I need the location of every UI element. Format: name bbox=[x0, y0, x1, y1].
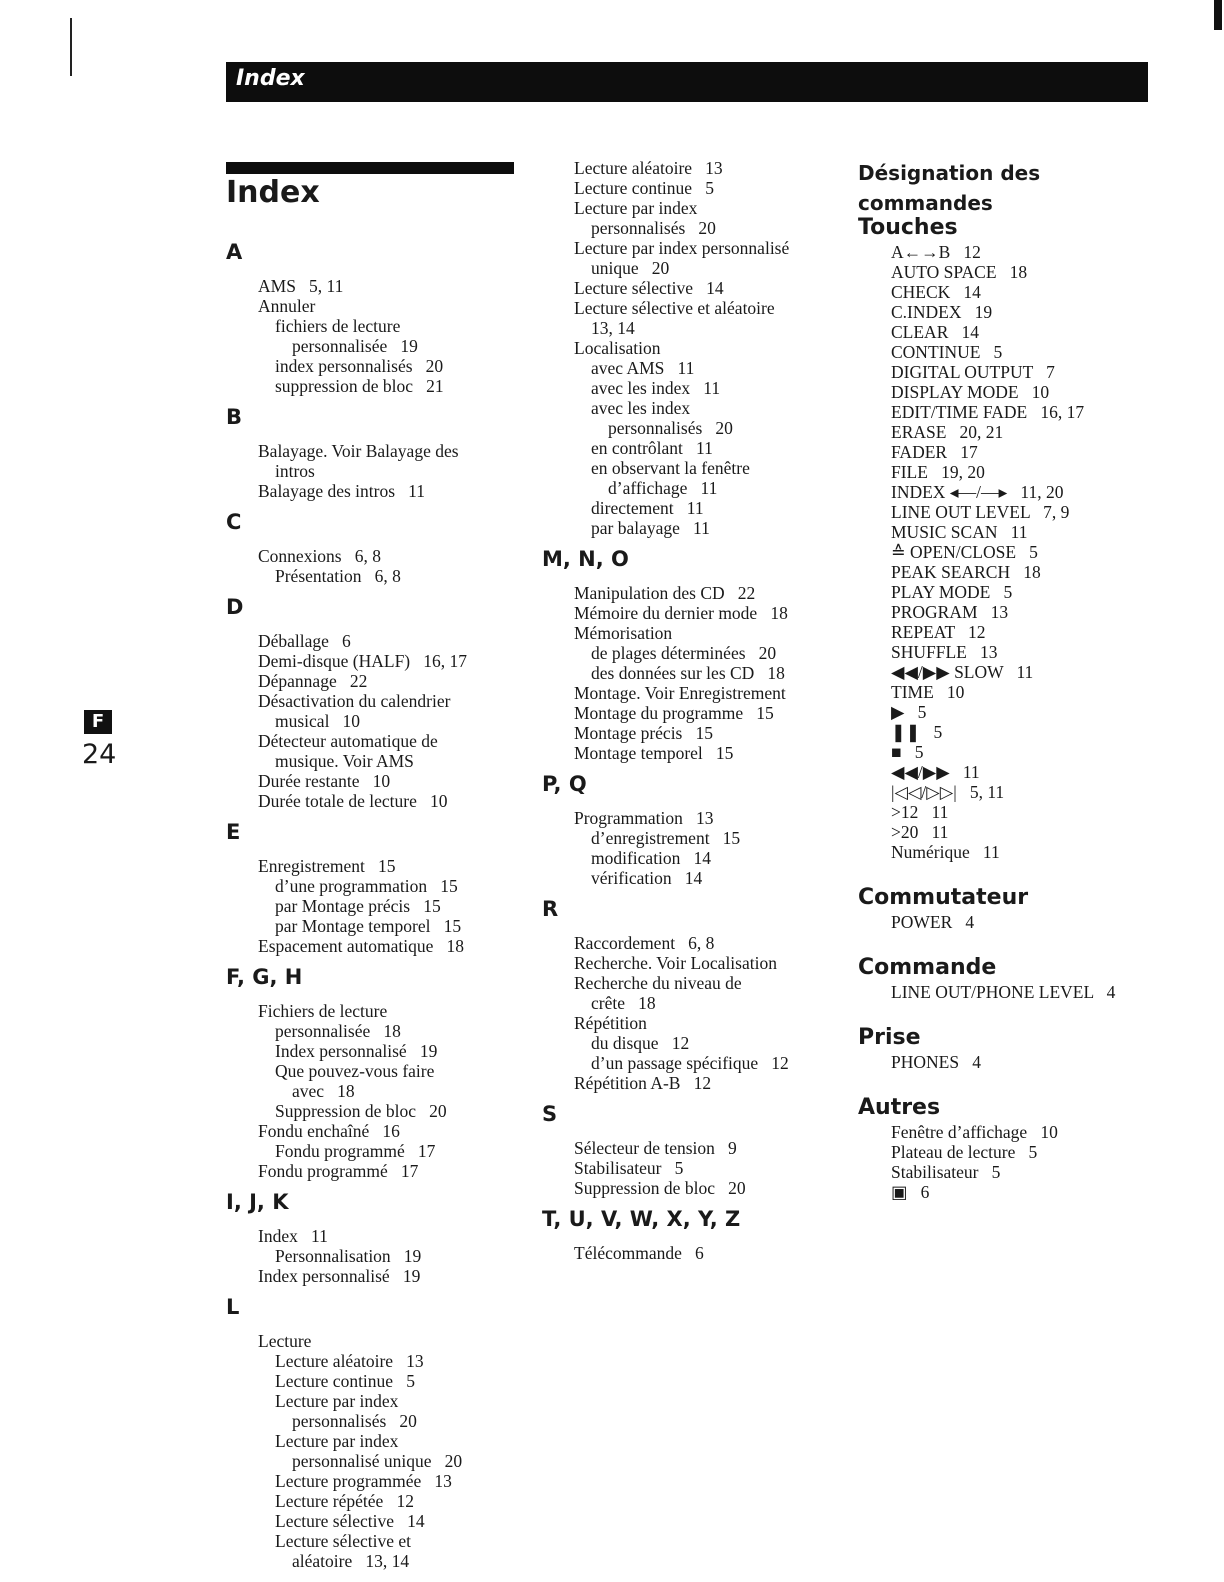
index-group bbox=[226, 238, 536, 396]
index-entry: crête 18 bbox=[591, 993, 656, 1013]
controls-entry: FILE 19, 20 bbox=[891, 462, 985, 482]
controls-entry: REPEAT 12 bbox=[891, 622, 986, 642]
index-entry: Fichiers de lecture bbox=[258, 1001, 388, 1021]
index-entry: avec 18 bbox=[292, 1081, 355, 1101]
header-title: Index bbox=[236, 66, 305, 91]
index-entry: en observant la fenêtre bbox=[591, 458, 750, 478]
controls-entry: A←→B 12 bbox=[891, 242, 981, 262]
index-entry: Fondu programmé 17 bbox=[258, 1161, 419, 1181]
index-entry: d’une programmation 15 bbox=[275, 876, 458, 896]
index-entry: personnalisée 19 bbox=[292, 336, 418, 356]
index-entry: Index personnalisé 19 bbox=[258, 1266, 421, 1286]
index-entry: Lecture aléatoire 13 bbox=[574, 158, 723, 178]
index-entry: par Montage temporel 15 bbox=[275, 916, 462, 936]
controls-entry: SHUFFLE 13 bbox=[891, 642, 998, 662]
controls-entry: >20 11 bbox=[891, 822, 949, 842]
index-entry: par Montage précis 15 bbox=[275, 896, 441, 916]
controls-entry: Stabilisateur 5 bbox=[891, 1162, 1001, 1182]
index-entry: d’un passage spécifique 12 bbox=[591, 1053, 789, 1073]
index-entry: Fondu enchaîné 16 bbox=[258, 1121, 400, 1141]
index-group bbox=[226, 508, 536, 586]
index-entry: Montage. Voir Enregistrement bbox=[574, 683, 786, 703]
index-entry: intros bbox=[275, 461, 315, 481]
header-bar bbox=[226, 62, 1148, 102]
index-entry: Index 11 bbox=[258, 1226, 328, 1246]
index-entry: personnalisés 20 bbox=[608, 418, 733, 438]
index-entry: Mémorisation bbox=[574, 623, 673, 643]
index-entry: index personnalisés 20 bbox=[275, 356, 444, 376]
index-letter-heading: F, G, H bbox=[226, 965, 303, 989]
index-group bbox=[226, 818, 536, 956]
controls-entry: ❚❚ 5 bbox=[891, 722, 943, 742]
controls-entry: ≙ OPEN/CLOSE 5 bbox=[891, 542, 1038, 562]
page-number: 24 bbox=[82, 739, 117, 770]
index-entry: Montage du programme 15 bbox=[574, 703, 774, 723]
controls-heading: Désignation des commandes bbox=[858, 161, 1041, 215]
index-entry: Répétition bbox=[574, 1013, 647, 1033]
index-letter-heading: M, N, O bbox=[542, 547, 629, 571]
index-entry: vérification 14 bbox=[591, 868, 703, 888]
controls-entry: FADER 17 bbox=[891, 442, 978, 462]
index-entry: Lecture par index bbox=[275, 1391, 399, 1411]
index-entry: Lecture continue 5 bbox=[574, 178, 714, 198]
controls-entry: AUTO SPACE 18 bbox=[891, 262, 1028, 282]
edge-mark bbox=[1214, 0, 1222, 30]
controls-entry: DISPLAY MODE 10 bbox=[891, 382, 1050, 402]
index-entry: musical 10 bbox=[275, 711, 361, 731]
index-group bbox=[542, 1205, 842, 1263]
margin-rule bbox=[70, 18, 72, 76]
index-entry: des données sur les CD 18 bbox=[591, 663, 785, 683]
index-entry: Lecture par index bbox=[574, 198, 698, 218]
index-entry: personnalisés 20 bbox=[591, 218, 716, 238]
index-letter-heading: P, Q bbox=[542, 772, 587, 796]
controls-entry: CHECK 14 bbox=[891, 282, 981, 302]
controls-entry: TIME 10 bbox=[891, 682, 965, 702]
controls-category-heading: Autres bbox=[858, 1095, 941, 1120]
controls-entry: LINE OUT LEVEL 7, 9 bbox=[891, 502, 1070, 522]
index-entry: Lecture aléatoire 13 bbox=[275, 1351, 424, 1371]
index-entry: Suppression de bloc 20 bbox=[275, 1101, 447, 1121]
index-entry: Que pouvez-vous faire bbox=[275, 1061, 435, 1081]
index-entry: Enregistrement 15 bbox=[258, 856, 396, 876]
index-group bbox=[542, 1100, 842, 1198]
controls-entry: DIGITAL OUTPUT 7 bbox=[891, 362, 1055, 382]
index-letter-heading: S bbox=[542, 1102, 558, 1126]
controls-entry: LINE OUT/PHONE LEVEL 4 bbox=[891, 982, 1116, 1002]
controls-entry: INDEX ◂—/—▸ 11, 20 bbox=[891, 482, 1064, 502]
controls-entry: ▶ 5 bbox=[891, 702, 927, 722]
index-entry: aléatoire 13, 14 bbox=[292, 1551, 410, 1571]
controls-column bbox=[858, 158, 1158, 1202]
controls-category-heading: Commutateur bbox=[858, 885, 1029, 910]
index-entry: Répétition A-B 12 bbox=[574, 1073, 712, 1093]
index-letter-heading: C bbox=[226, 510, 242, 534]
index-entry: Lecture répétée 12 bbox=[275, 1491, 414, 1511]
index-entry: personnalisés 20 bbox=[292, 1411, 417, 1431]
index-entry: unique 20 bbox=[591, 258, 670, 278]
index-entry: avec les index bbox=[591, 398, 691, 418]
index-entry: directement 11 bbox=[591, 498, 704, 518]
index-entry: avec AMS 11 bbox=[591, 358, 695, 378]
controls-category-heading: Commande bbox=[858, 955, 997, 980]
index-entry: personnalisé unique 20 bbox=[292, 1451, 463, 1471]
index-entry: Montage précis 15 bbox=[574, 723, 713, 743]
index-letter-heading: L bbox=[226, 1295, 240, 1319]
index-entry: Lecture sélective et bbox=[275, 1531, 412, 1551]
index-entry: Lecture continue 5 bbox=[275, 1371, 415, 1391]
index-group bbox=[542, 545, 842, 763]
index-entry: de plages déterminées 20 bbox=[591, 643, 777, 663]
index-letter-heading: I, J, K bbox=[226, 1190, 289, 1214]
index-letter-heading: B bbox=[226, 405, 243, 429]
index-entry: Balayage des intros 11 bbox=[258, 481, 426, 501]
section-rule bbox=[226, 162, 514, 174]
controls-entry: CONTINUE 5 bbox=[891, 342, 1003, 362]
controls-entry: POWER 4 bbox=[891, 912, 975, 932]
index-group bbox=[542, 895, 842, 1093]
index-letter-heading: A bbox=[226, 240, 243, 264]
index-entry: Balayage. Voir Balayage des bbox=[258, 441, 459, 461]
controls-category-heading: Touches bbox=[858, 215, 958, 240]
index-column-1 bbox=[226, 238, 536, 1571]
controls-entry: Plateau de lecture 5 bbox=[891, 1142, 1038, 1162]
index-entry: Lecture par index personnalisé bbox=[574, 238, 790, 258]
index-entry: AMS 5, 11 bbox=[258, 276, 344, 296]
controls-entry: ◀◀/▶▶ SLOW 11 bbox=[891, 662, 1034, 682]
index-entry: par balayage 11 bbox=[591, 518, 710, 538]
index-entry: Présentation 6, 8 bbox=[275, 566, 401, 586]
index-entry: Lecture programmée 13 bbox=[275, 1471, 452, 1491]
index-entry: du disque 12 bbox=[591, 1033, 690, 1053]
index-entry: en contrôlant 11 bbox=[591, 438, 713, 458]
index-entry: Recherche. Voir Localisation bbox=[574, 953, 777, 973]
index-entry: Manipulation des CD 22 bbox=[574, 583, 756, 603]
index-entry: Mémoire du dernier mode 18 bbox=[574, 603, 788, 623]
index-entry: fichiers de lecture bbox=[275, 316, 401, 336]
index-entry: Lecture sélective 14 bbox=[574, 278, 724, 298]
index-entry: Déballage 6 bbox=[258, 631, 351, 651]
index-entry: Demi-disque (HALF) 16, 17 bbox=[258, 651, 468, 671]
index-entry: d’enregistrement 15 bbox=[591, 828, 741, 848]
controls-entry: EDIT/TIME FADE 16, 17 bbox=[891, 402, 1085, 422]
index-entry: Sélecteur de tension 9 bbox=[574, 1138, 737, 1158]
index-entry: Dépannage 22 bbox=[258, 671, 368, 691]
index-entry: Lecture par index bbox=[275, 1431, 399, 1451]
index-entry: Désactivation du calendrier bbox=[258, 691, 451, 711]
controls-entry: ■ 5 bbox=[891, 742, 924, 762]
index-entry: Lecture sélective 14 bbox=[275, 1511, 425, 1531]
index-letter-heading: R bbox=[542, 897, 559, 921]
index-letter-heading: D bbox=[226, 595, 244, 619]
index-entry: Durée totale de lecture 10 bbox=[258, 791, 448, 811]
index-entry: Annuler bbox=[258, 296, 316, 316]
index-group bbox=[226, 1293, 536, 1571]
controls-entry: CLEAR 14 bbox=[891, 322, 979, 342]
index-group bbox=[542, 770, 842, 888]
controls-entry: >12 11 bbox=[891, 802, 949, 822]
index-entry: d’affichage 11 bbox=[608, 478, 718, 498]
index-entry: Espacement automatique 18 bbox=[258, 936, 465, 956]
index-group bbox=[226, 593, 536, 811]
controls-entry: Numérique 11 bbox=[891, 842, 1000, 862]
index-entry: Détecteur automatique de bbox=[258, 731, 438, 751]
index-group bbox=[226, 1188, 536, 1286]
controls-entry: ERASE 20, 21 bbox=[891, 422, 1004, 442]
index-letter-heading: E bbox=[226, 820, 241, 844]
index-entry: Raccordement 6, 8 bbox=[574, 933, 715, 953]
index-entry: Télécommande 6 bbox=[574, 1243, 704, 1263]
controls-entry: PROGRAM 13 bbox=[891, 602, 1009, 622]
index-entry: personnalisée 18 bbox=[275, 1021, 401, 1041]
index-entry: musique. Voir AMS bbox=[275, 751, 414, 771]
index-entry: 13, 14 bbox=[591, 318, 635, 338]
index-group bbox=[226, 963, 536, 1181]
index-entry: Recherche du niveau de bbox=[574, 973, 742, 993]
controls-entry: PLAY MODE 5 bbox=[891, 582, 1013, 602]
controls-entry: PHONES 4 bbox=[891, 1052, 981, 1072]
index-entry: Connexions 6, 8 bbox=[258, 546, 381, 566]
index-entry: Lecture bbox=[258, 1331, 312, 1351]
index-group bbox=[542, 158, 842, 538]
index-entry: suppression de bloc 21 bbox=[275, 376, 444, 396]
index-entry: Personnalisation 19 bbox=[275, 1246, 422, 1266]
controls-entry: ◀◀/▶▶ 11 bbox=[891, 762, 980, 782]
index-entry: Localisation bbox=[574, 338, 661, 358]
index-column-2 bbox=[542, 158, 842, 1263]
index-letter-heading: T, U, V, W, X, Y, Z bbox=[542, 1207, 741, 1231]
page-title: Index bbox=[226, 175, 320, 210]
controls-entry: C.INDEX 19 bbox=[891, 302, 993, 322]
index-group bbox=[226, 403, 536, 501]
controls-entry: ▣ 6 bbox=[891, 1182, 930, 1202]
index-entry: Durée restante 10 bbox=[258, 771, 391, 791]
controls-category-heading: Prise bbox=[858, 1025, 921, 1050]
index-entry: Index personnalisé 19 bbox=[275, 1041, 438, 1061]
language-tab: F bbox=[84, 710, 112, 734]
controls-entry: MUSIC SCAN 11 bbox=[891, 522, 1028, 542]
index-entry: Programmation 13 bbox=[574, 808, 714, 828]
index-entry: modification 14 bbox=[591, 848, 712, 868]
index-entry: Lecture sélective et aléatoire bbox=[574, 298, 775, 318]
controls-entry: PEAK SEARCH 18 bbox=[891, 562, 1041, 582]
controls-entry: |◁◁/▷▷| 5, 11 bbox=[891, 782, 1005, 802]
controls-entry: Fenêtre d’affichage 10 bbox=[891, 1122, 1058, 1142]
index-entry: Montage temporel 15 bbox=[574, 743, 734, 763]
index-entry: avec les index 11 bbox=[591, 378, 721, 398]
index-entry: Stabilisateur 5 bbox=[574, 1158, 684, 1178]
controls-categories bbox=[858, 214, 1158, 1202]
index-entry: Fondu programmé 17 bbox=[275, 1141, 436, 1161]
index-entry: Suppression de bloc 20 bbox=[574, 1178, 746, 1198]
